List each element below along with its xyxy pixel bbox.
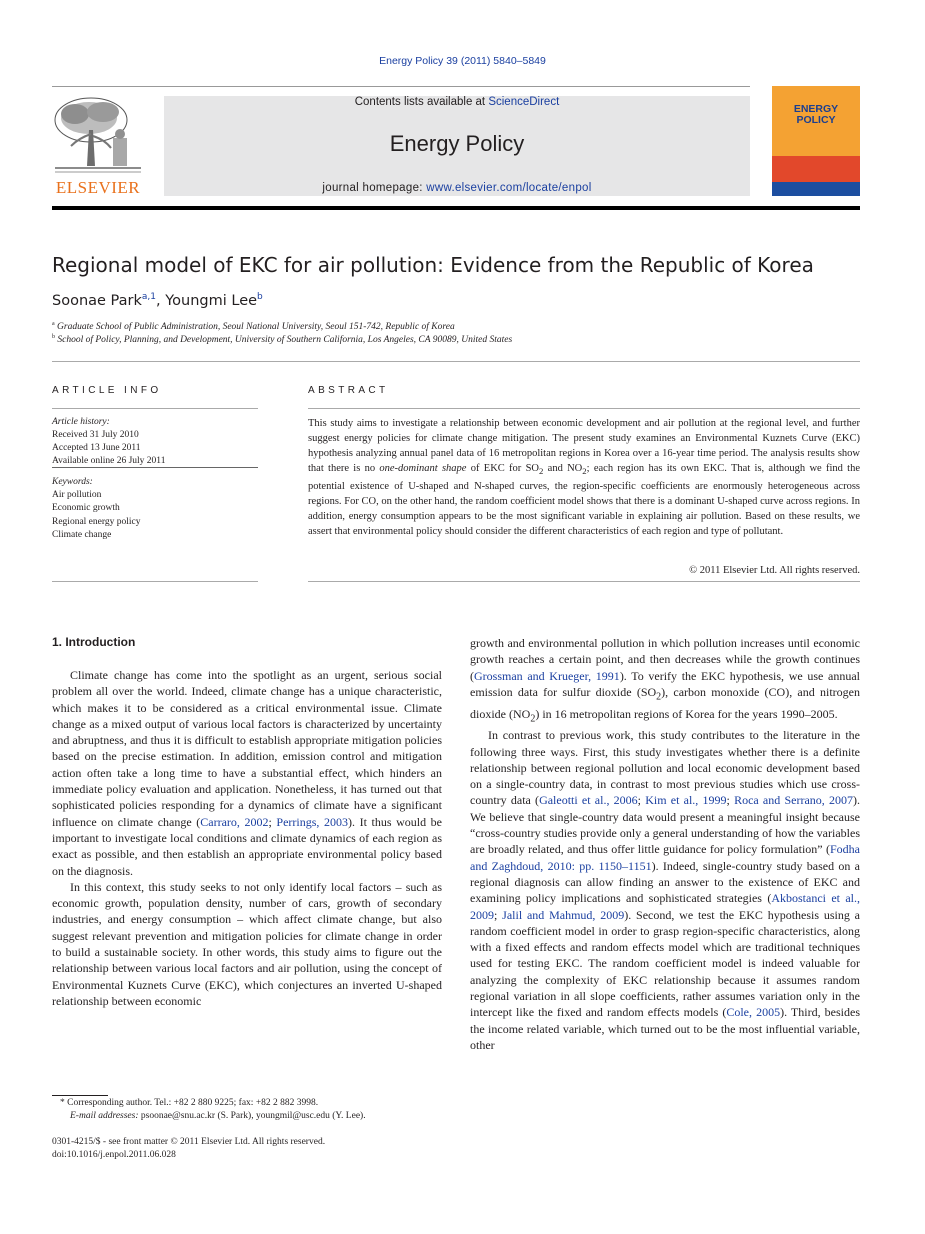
keywords-label: Keywords: xyxy=(52,477,93,487)
journal-homepage-link[interactable]: www.elsevier.com/locate/enpol xyxy=(426,182,592,194)
journal-title: Energy Policy xyxy=(389,131,525,156)
email-footnote: E-mail addresses: psoonae@snu.ac.kr (S. Park), youngmil@usc.edu (Y. Lee). xyxy=(70,1111,366,1121)
abstract-bottom-rule xyxy=(308,581,860,582)
accepted-date: Accepted 13 June 2011 xyxy=(52,443,141,453)
paragraph: growth and environmental pollution in which pollution increases until economic growth reaches a certain point, and then decreases while the growth continues (Grossman and Krueger, 1991). To verify the EKC hypothesis, we use annual emission data for sulfur dioxide $(SO_2)$, carbon monoxide (CO), and nitrogen dioxide $(NO_2)$ in 16 metropolitan regions of Korea for the years 1990–2005. xyxy=(470,636,860,724)
article-info-heading: ARTICLE INFO xyxy=(52,385,162,396)
keyword-item: Regional energy policy xyxy=(52,517,141,527)
paragraph: In contrast to previous work, this study contributes to the literature in the following three ways. First, this study investigates whether there is a definite relationship between regional pollution and local economic development based on a single-country data, in contrast to most previous studies which use cross-country data (Galeotti et al., 2006; Kim et al., 1999; Roca and Serrano, 2007). We believe that single-country data would present a meaningful insight because “cross-country studies provide only a general understanding of how the variables are broadly related, and thus offer little guidance for policy formulation” (Fodha and Zaghdoud, 2010: pp. 1150–1151). Indeed, single-country study based on a regional diagnosis can allow finding an answer to the existence of EKC and examining policy implications and sophisticated strategies (Akbostanci et al., 2009; Jalil and Mahmud, 2009). Second, we test the EKC hypothesis using a random coefficient model in order to grasp region-specific characteristics, along with a fixed effects and random effects model which are traditional techniques used for testing EKC. The random coefficient model is indeed valuable for analyzing the complexity of EKC relationship because it assumes random regional variation in all slope coefficients, rather assumes variation only in the intercept like the fixed and random effects models (Cole, 2005). Third, besides the income related variable, which turned out to be the most influential variable, other xyxy=(470,728,861,1052)
affiliation-a: $^a$ Graduate School of Public Administration, Seoul National University, Seoul 151-742, Republic of Korea xyxy=(52,321,455,333)
reference-link[interactable]: Carraro, 2002 xyxy=(200,814,269,829)
received-date: Received 31 July 2010 xyxy=(52,430,139,440)
journal-cover-thumbnail[interactable] xyxy=(772,86,860,196)
paragraph: Climate change has come into the spotlight as an urgent, serious social problem all over the world. Indeed, climate change has a unique characteristic, which makes it to be considered as a critical environmental issue. Climate change as a mixed output of various local factors is characterized by uncertainty and abruptness, and thus it is difficult to establish appropriate mitigation policies based on the precise estimation. In addition, emission control and mitigation action often take a long time to have a substantial effect, which hinders an immediate policy evaluation and application. Nonetheless, it has turned out that sophisticated policies responding for a dynamics of climate have a significant influence on climate change (Carraro, 2002; Perrings, 2003). It thus would be important to investigate local conditions and climate dynamics of each region as exact as possible, and then establish an appropriate environmental policy based on the diagnosis. xyxy=(52,668,443,878)
journal-homepage-line: journal homepage: www.elsevier.com/locate/enpol xyxy=(322,182,592,194)
section-divider xyxy=(52,361,860,362)
footnote-rule xyxy=(52,1095,108,1096)
paragraph: In this context, this study seeks to not only identify local factors – such as economic growth, population density, number of cars, growth of secondary industries, and energy consumption – which affect climate change, but also suggest relevant prevention and mitigation policies for climate change in order to build a sustainable society. In other words, this study aims to figure out the relationship between various local factors and air pollution, using the concept of Environmental Kuznets Curve (EKC), which conjectures an inverted U-shaped relationship between economic xyxy=(52,879,442,1008)
article-history-label: Article history: xyxy=(52,417,110,427)
reference-link[interactable]: Cole, 2005 xyxy=(726,1005,781,1020)
body-column-right xyxy=(470,635,860,1053)
doi-link[interactable]: doi:10.1016/j.enpol.2011.06.028 xyxy=(52,1150,176,1160)
body-column-left xyxy=(52,667,442,1009)
reference-link[interactable]: Grossman and Krueger, 1991 xyxy=(474,668,620,683)
affiliation-b: $^b$ School of Policy, Planning, and Development, University of Southern California, Los Angeles, CA 90089, United States xyxy=(52,334,513,346)
history-keywords-rule xyxy=(52,467,258,468)
keyword-item: Climate change xyxy=(52,530,112,540)
abstract-body: This study aims to investigate a relationship between economic development and air pollution at the regional level, and further suggest energy policies for climate change mitigation. The present study examines an Environmental Kuznets Curve (EKC) hypothesis analyzing annual panel data of 16 metropolitan regions in Korea over a 16-year time period. The analysis results show that there is no one-dominant shape of EKC for $SO_2$ and $NO_2$; each region has its own EKC. That is, although we find the potential existence of U-shaped and N-shaped curves, the region-specific coefficients are enormously heterogeneous across regions. For CO, on the other hand, the random coefficient model shows that there is a dominant U-shaped curve across regions. In addition, energy consumption appears to be the most significant variable in explaining air pollution. Based on these results, we assert that environmental policy should consider the different characteristics of each region and type of pollutant. xyxy=(308,418,860,538)
cover-title: ENERGY POLICY xyxy=(793,103,839,126)
elsevier-wordmark: ELSEVIER xyxy=(55,178,141,197)
tree-illustration-icon xyxy=(51,94,145,176)
author-affil-marker[interactable]: b xyxy=(257,292,263,302)
author-list: Soonae Park$^{a,1}$, Youngmi Lee$^b$ xyxy=(52,292,263,309)
article-info-bottom-rule xyxy=(52,581,258,582)
author-name: Youngmi Lee xyxy=(165,292,258,309)
author-affil-marker[interactable]: a,1 xyxy=(141,292,156,302)
keyword-item: Air pollution xyxy=(52,490,102,500)
author-name: Soonae Park xyxy=(52,292,142,309)
article-title: Regional model of EKC for air pollution: Evidence from the Republic of Korea xyxy=(52,253,814,277)
contents-available-line: Contents lists available at ScienceDirect xyxy=(354,96,560,108)
sciencedirect-link[interactable]: ScienceDirect xyxy=(488,96,560,108)
abstract-heading: ABSTRACT xyxy=(308,385,389,396)
cover-red-band xyxy=(772,156,860,182)
issn-line: 0301-4215/$ - see front matter © 2011 Elsevier Ltd. All rights reserved. xyxy=(52,1137,326,1147)
reference-link[interactable]: Akbostanci et al., 2009 xyxy=(470,891,860,922)
abstract-rule xyxy=(308,408,860,409)
journal-citation[interactable]: Energy Policy 39 (2011) 5840–5849 xyxy=(379,55,546,67)
reference-link[interactable]: Roca and Serrano, 2007 xyxy=(734,793,853,808)
keyword-item: Economic growth xyxy=(52,503,120,513)
reference-link[interactable]: Jalil and Mahmud, 2009 xyxy=(502,907,625,922)
header-divider xyxy=(52,86,750,87)
section-heading-introduction: 1. Introduction xyxy=(52,635,136,649)
header-thick-rule xyxy=(52,206,860,210)
article-info-rule xyxy=(52,408,258,409)
corresponding-author-footnote: * Corresponding author. Tel.: +82 2 880 9225; fax: +82 2 882 3998. xyxy=(60,1098,319,1108)
reference-link[interactable]: Kim et al., 1999 xyxy=(645,793,727,808)
cover-blue-band xyxy=(772,182,860,196)
reference-link[interactable]: Galeotti et al., 2006 xyxy=(539,793,638,808)
reference-link[interactable]: Fodha and Zaghdoud, 2010: pp. 1150–1151 xyxy=(470,842,860,873)
online-date: Available online 26 July 2011 xyxy=(52,456,166,466)
reference-link[interactable]: Perrings, 2003 xyxy=(276,814,349,829)
abstract-copyright: © 2011 Elsevier Ltd. All rights reserved. xyxy=(689,565,860,576)
